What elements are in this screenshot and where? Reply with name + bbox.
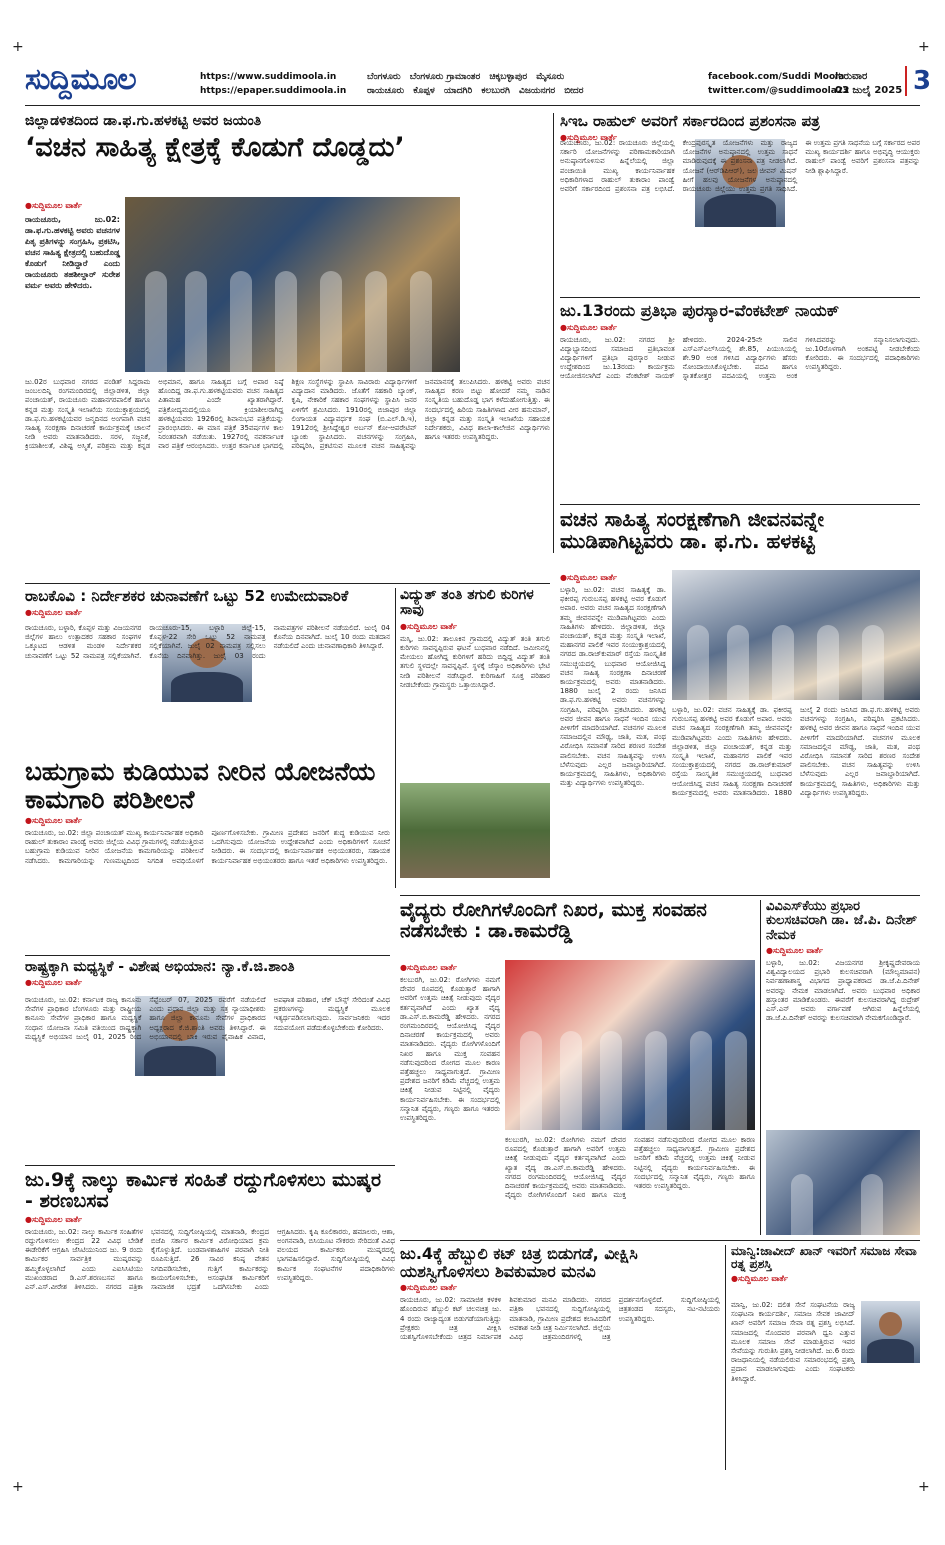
article-byline: ●ಸುದ್ದಿಮೂಲ ವಾರ್ತೆ (25, 607, 83, 617)
district-item: ಬೀದರ (564, 86, 584, 96)
article-july9 (25, 1170, 395, 1470)
article-rahul (560, 113, 920, 296)
article-headline: ಜು.9ಕ್ಕೆ ನಾಲ್ಕು ಕಾರ್ಮಿಕ ಸಂಹಿತೆ ರದ್ದುಗೊಳಿಸಲು ಮುಷ್ಕರ - ಶರಣಬಸವ (25, 1170, 382, 1212)
article-vaidya (400, 900, 755, 1235)
registration-mark: + (12, 39, 24, 55)
article-body: ರಾಯಚೂರು, ಜು.02: ಜಿಲ್ಲಾ ಪಂಚಾಯತ್ ಮುಖ್ಯ ಕಾರ್ಯನಿರ್ವಾಹಕ ಅಧಿಕಾರಿ ರಾಹುಲ್ ತುಕಾರಾಂ ಪಾಂಡ್ವೆ ಅವರು ಜಿಲ್ಲೆಯ ವಿವಿಧ ಗ್ರಾಮಗಳಲ್ಲಿ ನಡೆಯುತ್ತಿರುವ ಬಹುಗ್ರಾಮ ಕುಡಿಯುವ ನೀರಿನ ಯೋಜನೆಯ ಕಾಮಗಾರಿಯನ್ನು ಪರಿಶೀಲನೆ ನಡೆಸಿದರು. ಕಾಮಗಾರಿಯನ್ನು ಗುಣಮಟ್ಟದಿಂದ ನಿಗದಿತ ಅವಧಿಯೊಳಗೆ ಪೂರ್ಣಗೊಳಿಸಬೇಕು. ಗ್ರಾಮೀಣ ಪ್ರದೇಶದ ಜನರಿಗೆ ಶುದ್ಧ ಕುಡಿಯುವ ನೀರು ಒದಗಿಸುವುದು ಯೋಜನೆಯ ಉದ್ದೇಶವಾಗಿದೆ ಎಂದು ಅಧಿಕಾರಿಗಳಿಗೆ ಸೂಚನೆ ನೀಡಿದರು. ಈ ಸಂದರ್ಭದಲ್ಲಿ ಕಾರ್ಯನಿರ್ವಾಹಕ ಅಭಿಯಂತರರು, ಸಹಾಯಕ ಕಾರ್ಯನಿರ್ವಾಹಕ ಅಭಿಯಂತರರು ಹಾಗೂ ಇತರೆ ಅಧಿಕಾರಿಗಳು ಉಪಸ್ಥಿತರಿದ್ದರು. (25, 829, 390, 865)
article-body: ಜು.02ರ ಬುಧವಾರ ನಗರದ ಪಂಡಿತ್ ಸಿದ್ದರಾಮ ಜಂಬಲದಿನ್ನಿ ರಂಗಮಂದಿರದಲ್ಲಿ ಜಿಲ್ಲಾಡಳಿತ, ಜಿಲ್ಲಾ ಪಂಚಾಯತ್, ರಾಯಚೂರು ಮಹಾನಗರಪಾಲಿಕೆ ಹಾಗೂ ಕನ್ನಡ ಮತ್ತು ಸಂಸ್ಕೃತಿ ಇಲಾಖೆಯ ಸಂಯುಕ್ತಾಶ್ರಯದಲ್ಲಿ ಡಾ.ಫ.ಗು.ಹಳಕಟ್ಟಿಯವರ ಜನ್ಮದಿನದ ಅಂಗವಾಗಿ ವಚನ ಸಾಹಿತ್ಯ ಸಂರಕ್ಷಣಾ ದಿನಾಚರಣೆ ಕಾರ್ಯಕ್ರಮಕ್ಕೆ ಚಾಲನೆ ನೀಡಿ ಅವರು ಮಾತನಾಡಿದರು. ಸರಳ, ಸಜ್ಜನಿಕೆ, ಕ್ರಿಯಾಶೀಲತೆ, ವಿಶಿಷ್ಟ ಅಸ್ಮಿತೆ, ಪರಿಶ್ರಮ ಮತ್ತು ಕನ್ನಡ ಅಭಿಮಾನ, ಹಾಗೂ ಸಾಹಿತ್ಯದ ಬಗ್ಗೆ ಅಪಾರ ನಿಷ್ಠೆ ಹೊಂದಿದ್ದ ಡಾ.ಫ.ಗು.ಹಳಕಟ್ಟಿಯವರು ವಚನ ಸಾಹಿತ್ಯದ ಪಿತಾಮಹ ಎಂದೇ ಖ್ಯಾತರಾಗಿದ್ದಾರೆ. ಪತ್ರಿಕೋದ್ಯಮದಲ್ಲಿಯೂ ಕ್ರಿಯಾಶೀಲರಾಗಿದ್ದ ಹಳಕಟ್ಟಿಯವರು 1926ರಲ್ಲಿ ಶಿವಾನುಭವ ಪತ್ರಿಕೆಯನ್ನು ಪ್ರಾರಂಭಿಸಿದರು. ಈ ಮಾಸ ಪತ್ರಿಕೆ 35ವರ್ಷಗಳ ಕಾಲ ನಿರಂತರವಾಗಿ ನಡೆಯಿತು. 1927ರಲ್ಲಿ ನವಕರ್ನಾಟಕ ವಾರ ಪತ್ರಿಕೆ ಆರಂಭಿಸಿದರು. ಉತ್ತರ ಕರ್ನಾಟಕ ಭಾಗದಲ್ಲಿ ಶಿಕ್ಷಣ ಸಂಸ್ಥೆಗಳನ್ನು ಸ್ಥಾಪಿಸಿ ಸಾವಿರಾರು ವಿದ್ಯಾರ್ಥಿಗಳಿಗೆ ವಿದ್ಯಾದಾನ ಮಾಡಿದರು. ಜೊತೆಗೆ ಸಹಕಾರಿ ಬ್ಯಾಂಕ್, ಕೃಷಿ, ನೇಕಾರಿಕೆ ಸಹಕಾರ ಸಂಘಗಳನ್ನು ಸ್ಥಾಪಿಸಿ ಜನರ ಏಳಿಗೆಗೆ ಶ್ರಮಿಸಿದರು. 1910ರಲ್ಲಿ ಬಿಜಾಪುರ ಜಿಲ್ಲಾ ಲಿಂಗಾಯತ ವಿದ್ಯಾವರ್ಧಕ ಸಂಘ (ಬಿ.ಎಲ್.ಡಿ.ಇ), 1912ರಲ್ಲಿ ಶ್ರೀಸಿದ್ದೇಶ್ವರ ಅರ್ಬನ್ ಕೋ-ಆಪರೇಟಿವ್ ಬ್ಯಾಂಕು ಸ್ಥಾಪಿಸಿದರು. ವಚನಗಳನ್ನು ಸಂಗ್ರಹಿಸಿ, ಪರಿಷ್ಕರಿಸಿ, ಪ್ರಕಟಿಸುವ ಮೂಲಕ ವಚನ ಸಾಹಿತ್ಯವನ್ನು ಜನಮಾನಸಕ್ಕೆ ತಲುಪಿಸಿದರು. ಹಳಕಟ್ಟಿ ಅವರು ವಚನ ಸಾಹಿತ್ಯದ ಕರಣ ಬಿಟ್ಟು ಹೋದರೆ ನಮ್ಮ ನಾಡಿನ ಸಂಸ್ಕೃತಿಯ ಬಹುದೊಡ್ಡ ಭಾಗ ಕಳೆದುಹೋಗುತ್ತಿತ್ತು. ಈ ಸಂದರ್ಭದಲ್ಲಿ ಹಿರಿಯ ಸಾಹಿತಿಗಳಾದ ವೀರ ಹನುಮಾನ್, ಜಿಲ್ಲಾ ಕನ್ನಡ ಮತ್ತು ಸಂಸ್ಕೃತಿ ಇಲಾಖೆಯ ಸಹಾಯಕ ನಿರ್ದೇಶಕರು, ವಿವಿಧ ಶಾಲಾ-ಕಾಲೇಜಿನ ವಿದ್ಯಾರ್ಥಿಗಳು ಹಾಗೂ ಇತರರು ಉಪಸ್ಥಿತರಿದ್ದರು. (25, 378, 550, 451)
article-body: ರಾಯಚೂರು, ಜು.02: ನಗರದ ಶ್ರೀ ವಿದ್ಯಾಭ್ಯಾಸದಿಂದ ಸಮಾಜದ ಪ್ರತಿಭಾವಂತ ವಿದ್ಯಾರ್ಥಿಗಳಿಗೆ ಪ್ರತಿಭಾ ಪುರಸ್ಕಾರ ನೀಡುವ ಉದ್ದೇಶದಿಂದ ಜು.13ರಂದು ಕಾರ್ಯಕ್ರಮ ಆಯೋಜಿಸಲಾಗಿದೆ ಎಂದು ವೆಂಕಟೇಶ್ ನಾಯಕ್ ಹೇಳಿದರು. 2024-25ನೇ ಸಾಲಿನ ಎಸ್ಎಸ್ಎಲ್‌ಸಿಯಲ್ಲಿ ಶೇ.85, ಪಿಯುಸಿಯಲ್ಲಿ ಶೇ.90 ಅಂಕ ಗಳಿಸಿದ ವಿದ್ಯಾರ್ಥಿಗಳು ಹೆಸರು ನೋಂದಾಯಿಸಿಕೊಳ್ಳಬೇಕು. ಪದವಿ ಹಾಗೂ ಸ್ನಾತಕೋತ್ತರ ಪದವಿಯಲ್ಲಿ ಉತ್ತಮ ಅಂಕ ಗಳಿಸಿದವರನ್ನು ಸನ್ಮಾನಿಸಲಾಗುವುದು. ಜು.10ರೊಳಗಾಗಿ ಅಂಕಪಟ್ಟಿ ನೀಡಬೇಕೆಂದು ಕೋರಿದರು. ಈ ಸಂದರ್ಭದಲ್ಲಿ ಪದಾಧಿಕಾರಿಗಳು ಉಪಸ್ಥಿತರಿದ್ದರು. (560, 335, 920, 381)
registration-mark: + (12, 1479, 24, 1495)
twitter-link[interactable]: twitter.com/@suddimoola22 (708, 86, 850, 96)
article-headline: ‘ವಚನ ಸಾಹಿತ್ಯ ಕ್ಷೇತ್ರಕ್ಕೆ ಕೊಡುಗೆ ದೊಡ್ಡದು’ (25, 132, 405, 163)
column-rule (553, 113, 554, 553)
article-mani (731, 1245, 920, 1470)
event-photo (125, 197, 460, 372)
section-rule (25, 1165, 395, 1166)
article-headline: ಮಾನ್ವಿ:ಜಾವೀದ್ ಖಾನ್ ಇವರಿಗೆ ಸಮಾಜ ಸೇವಾ ರತ್ನ ಪ್ರಶಸ್ತಿ (731, 1245, 917, 1272)
portrait-photo (861, 1301, 920, 1363)
article-headline: ವೈದ್ಯರು ರೋಗಿಗಳೊಂದಿಗೆ ನಿಖರ, ಮುಕ್ತ ಸಂವಹನ ನಡೆಸಬೇಕು : ಡಾ.ಕಾಮರೆಡ್ಡಿ (400, 900, 707, 942)
section-rule (560, 504, 920, 505)
article-byline: ●ಸುದ್ದಿಮೂಲ ವಾರ್ತೆ (400, 1283, 458, 1293)
district-item: ಕಲಬುರಗಿ (481, 86, 510, 96)
article-rashtra (25, 960, 390, 1160)
epaper-link[interactable]: https://epaper.suddimoola.in (200, 86, 347, 96)
column-rule (725, 1245, 726, 1470)
registration-mark: + (918, 1479, 930, 1495)
website-links (200, 70, 346, 98)
article-body-continued: ಬಳ್ಳಾರಿ, ಜು.02: ವಚನ ಸಾಹಿತ್ಯಕ್ಕೆ ಡಾ. ಫಕೀರಪ್ಪ ಗುರುಬಸಪ್ಪ ಹಳಕಟ್ಟಿ ಅವರ ಕೊಡುಗೆ ಅಪಾರ. ಅವರು ವಚನ ಸಾಹಿತ್ಯದ ಸಂರಕ್ಷಣೆಗಾಗಿ ತಮ್ಮ ಜೀವನವನ್ನೇ ಮುಡಿಪಾಗಿಟ್ಟವರು ಎಂದು ಸಾಹಿತಿಗಳು ಹೇಳಿದರು. ಜಿಲ್ಲಾಡಳಿತ, ಜಿಲ್ಲಾ ಪಂಚಾಯತ್, ಕನ್ನಡ ಮತ್ತು ಸಂಸ್ಕೃತಿ ಇಲಾಖೆ, ಮಹಾನಗರ ಪಾಲಿಕೆ ಇವರ ಸಂಯುಕ್ತಾಶ್ರಯದಲ್ಲಿ ನಗರದ ಡಾ.ರಾಜ್‌ಕುಮಾರ್ ರಸ್ತೆಯ ಸಾಂಸ್ಕೃತಿಕ ಸಮುಚ್ಚಯದಲ್ಲಿ ಬುಧವಾರ ಆಯೋಜಿಸಿದ್ದ ವಚನ ಸಾಹಿತ್ಯ ಸಂರಕ್ಷಣಾ ದಿನಾಚರಣೆ ಕಾರ್ಯಕ್ರಮದಲ್ಲಿ ಅವರು ಮಾತನಾಡಿದರು. 1880 ಜುಲೈ 2 ರಂದು ಜನಿಸಿದ ಡಾ.ಫ.ಗು.ಹಳಕಟ್ಟಿ ಅವರು ವಚನಗಳನ್ನು ಸಂಗ್ರಹಿಸಿ, ಪರಿಷ್ಕರಿಸಿ ಪ್ರಕಟಿಸಿದರು. ಹಳಕಟ್ಟಿ ಅವರ ಜೀವನ ಹಾಗೂ ಸಾಧನೆ ಇಂದಿನ ಯುವ ಪೀಳಿಗೆಗೆ ಮಾದರಿಯಾಗಿದೆ. ವಚನಗಳ ಮೂಲಕ ಸಮಾಜದಲ್ಲಿನ ಮೌಢ್ಯ, ಜಾತಿ, ಮತ, ಪಂಥ ವಿರೋಧಿಸಿ ಸಮಾನತೆ ಸಾರಿದ ಶರಣರ ಸಂದೇಶ ಪಾಲಿಸಬೇಕು. ವಚನ ಸಾಹಿತ್ಯವನ್ನು ಉಳಿಸಿ ಬೆಳೆಸುವುದು ಎಲ್ಲರ ಜವಾಬ್ದಾರಿಯಾಗಿದೆ. ಕಾರ್ಯಕ್ರಮದಲ್ಲಿ ಸಾಹಿತಿಗಳು, ಅಧಿಕಾರಿಗಳು ಮತ್ತು ವಿದ್ಯಾರ್ಥಿಗಳು ಉಪಸ್ಥಿತರಿದ್ದರು. (672, 706, 920, 797)
article-headline: ರಾಬಕೊವಿ : ನಿರ್ದೇಶಕರ ಚುನಾವಣೆಗೆ ಒಟ್ಟು 52 ಉಮೇದುವಾರಿಕೆ (25, 588, 349, 605)
date-label: 03 ಜುಲೈ 2025 (835, 85, 903, 96)
page-number: 3 (905, 66, 931, 96)
article-byline: ●ಸುದ್ದಿಮೂಲ ವಾರ್ತೆ (560, 322, 618, 332)
district-item: ಚಿಕ್ಕಬಳ್ಳಾಪುರ (489, 72, 528, 82)
article-kicker: ಜಿಲ್ಲಾಡಳಿತದಿಂದ ಡಾ.ಫ.ಗು.ಹಳಕಟ್ಟಿ ಅವರ ಜಯಂತಿ (25, 113, 262, 129)
section-rule (400, 895, 920, 896)
article-byline: ●ಸುದ್ದಿಮೂಲ ವಾರ್ತೆ (25, 816, 83, 825)
logo: ಸುದ್ದಿಮೂಲ (25, 62, 136, 97)
article-bahugrama (25, 758, 390, 953)
website-link[interactable]: https://www.suddimoola.in (200, 72, 337, 82)
article-byline: ●ಸುದ್ದಿಮೂಲ ವಾರ್ತೆ (400, 621, 458, 631)
article-headline: ವಿದ್ಯುತ್ ತಂತಿ ತಗುಲಿ ಕುರಿಗಳ ಸಾವು (400, 588, 534, 619)
article-byline: ●ಸುದ್ದಿಮೂಲ ವಾರ್ತೆ (560, 573, 618, 582)
article-byline: ●ಸುದ್ದಿಮೂಲ ವಾರ್ತೆ (560, 132, 618, 142)
incident-photo (400, 783, 550, 878)
article-lead: ರಾಯಚೂರು, ಜು.02: ಡಾ.ಫ.ಗು.ಹಳಕಟ್ಟಿ ಅವರು ವಚನಗಳ ಪಿತೃ ಪ್ರತಿಗಳನ್ನು ಸಂಗ್ರಹಿಸಿ, ಪ್ರಕಟಿಸಿ, ವಚನ ಸಾಹಿತ್ಯ ಕ್ಷೇತ್ರದಲ್ಲಿ ಬಹುದೊಡ್ಡ ಕೊಡುಗೆ ನೀಡಿದ್ದಾರೆ ಎಂದು ರಾಯಚೂರು ತಹಶೀಲ್ದಾರ್ ಸುರೇಶ ವರ್ಮ ಅವರು ಹೇಳಿದರು. (25, 215, 120, 290)
district-row-1 (367, 70, 702, 84)
district-item: ಯಾದಗಿರಿ (443, 86, 473, 96)
article-vivi (766, 900, 920, 1235)
article-hebbuli (400, 1245, 720, 1470)
article-pratibha (560, 302, 920, 502)
masthead (25, 62, 932, 106)
article-headline: ಸಿಇಒ ರಾಹುಲ್ ಅವರಿಗೆ ಸರ್ಕಾರದಿಂದ ಪ್ರಶಂಸನಾ ಪತ್ರ (560, 113, 820, 130)
district-item: ಬೆಂಗಳೂರು ಗ್ರಾಮಾಂತರ (409, 72, 481, 82)
article-vachana (560, 508, 920, 838)
article-headline: ಜು.4ಕ್ಕೆ ಹೆಬ್ಬುಲಿ ಕಟ್ ಚಿತ್ರ ಬಿಡುಗಡೆ, ವೀಕ್ಷಿಸಿ ಯಶಸ್ವಿಗೊಳಿಸಲು ಶಿವಕುಮಾರ ಮನವಿ (400, 1245, 638, 1281)
article-body: ರಾಯಚೂರು, ಜು.02: ನಾಲ್ಕು ಕಾರ್ಮಿಕ ಸಂಹಿತೆಗಳ ರದ್ದುಗೊಳಿಸಲು ಕೇಂದ್ರದ 22 ವಿವಿಧ ಬೇಡಿಕೆ ಈಡೇರಿಕೆಗೆ ಆಗ್ರಹಿಸಿ ಜೆಸಿಟಿಯುನಿಂದ ಜು. 9 ರಂದು ಕಾರ್ಮಿಕರ ಸಾರ್ವತ್ರಿಕ ಮುಷ್ಕರವನ್ನು ಹಮ್ಮಿಕೊಳ್ಳಲಾಗಿದೆ ಎಂದು ಎಐಸಿಸಿಟಿಯು ಮುಖಂಡರಾದ ಡಿ.ಎಸ್.ಶರಣಬಸವ ಹಾಗೂ ಎನ್.ಎಸ್.ವೀರೇಶ ತಿಳಿಸಿದರು. ನಗರದ ಪತ್ರಿಕಾ ಭವನದಲ್ಲಿ ಸುದ್ದಿಗೋಷ್ಠಿಯಲ್ಲಿ ಮಾತನಾಡಿ, ಕೇಂದ್ರದ ಬಿಜೆಪಿ ಸರ್ಕಾರ ಕಾರ್ಮಿಕ ವಿರೋಧಿಯಾದ ಕ್ರಮ ಕೈಗೊಳ್ಳುತ್ತಿದೆ. ಬಂಡವಾಳಶಾಹಿಗಳ ಪರವಾಗಿ ನೀತಿ ರೂಪಿಸುತ್ತಿದೆ. 26 ಸಾವಿರ ಕನಿಷ್ಠ ವೇತನ ನಿಗದಿಪಡಿಸಬೇಕು, ಗುತ್ತಿಗೆ ಕಾರ್ಮಿಕರನ್ನು ಕಾಯಂಗೊಳಿಸಬೇಕು, ಅಸಂಘಟಿತ ಕಾರ್ಮಿಕರಿಗೆ ಸಾಮಾಜಿಕ ಭದ್ರತೆ ಒದಗಿಸಬೇಕು ಎಂದು ಆಗ್ರಹಿಸಿದರು. ಕೃಷಿ ಕೂಲಿಕಾರರು, ಹಮಾಲರು, ಆಶಾ, ಅಂಗನವಾಡಿ, ಬಿಸಿಯೂಟ ನೌಕರರು ಸೇರಿದಂತೆ ವಿವಿಧ ವಲಯದ ಕಾರ್ಮಿಕರು ಮುಷ್ಕರದಲ್ಲಿ ಭಾಗವಹಿಸಲಿದ್ದಾರೆ. ಸುದ್ದಿಗೋಷ್ಠಿಯಲ್ಲಿ ವಿವಿಧ ಕಾರ್ಮಿಕ ಸಂಘಟನೆಗಳ ಪದಾಧಿಕಾರಿಗಳು ಉಪಸ್ಥಿತರಿದ್ದರು. (25, 1227, 395, 1291)
article-body: ಬಳ್ಳಾರಿ, ಜು.02: ವಿಜಯನಗರ ಶ್ರೀಕೃಷ್ಣದೇವರಾಯ ವಿಶ್ವವಿದ್ಯಾಲಯದ ಪ್ರಭಾರಿ ಕುಲಸಚಿವರಾಗಿ (ಮೌಲ್ಯಮಾಪನ) ನಿರ್ವಹಣಾಶಾಸ್ತ್ರ ವಿಭಾಗದ ಪ್ರಾಧ್ಯಾಪಕರಾದ ಡಾ.ಜೆ.ಪಿ.ದಿನೇಶ್ ಅವರನ್ನು ನೇಮಕ ಮಾಡಲಾಗಿದೆ. ಅವರು ಬುಧವಾರ ಅಧಿಕಾರ ಹಸ್ತಾಂತರ ಮಾಡಿಕೊಂಡರು. ಈವರೆಗೆ ಕುಲಸಚಿವರಾಗಿದ್ದ ರುದ್ರೇಶ್ ಎಸ್.ಎನ್ ಅವರು ವರ್ಗಾವಣೆ ಆಗಿರುವ ಹಿನ್ನೆಲೆಯಲ್ಲಿ ಡಾ.ಜೆ.ಪಿ.ದಿನೇಶ್ ಅವರನ್ನು ಕುಲಸಚಿವರಾಗಿ ನೇಮಕಗೊಂಡಿದ್ದಾರೆ. (766, 958, 920, 1023)
article-body: ರಾಯಚೂರು, ಜು.02: ರಾಯಚೂರು ಜಿಲ್ಲೆಯಲ್ಲಿ ಸರ್ಕಾರಿ ಯೋಜನೆಗಳನ್ನು ಪರಿಣಾಮಕಾರಿಯಾಗಿ ಅನುಷ್ಠಾನಗೊಳಿಸುವ ಹಿನ್ನೆಲೆಯಲ್ಲಿ ಜಿಲ್ಲಾ ಪಂಚಾಯಿತಿ ಮುಖ್ಯ ಕಾರ್ಯನಿರ್ವಾಹಕ ಅಧಿಕಾರಿಗಳಾದ ರಾಹುಲ್ ತುಕಾರಾಂ ಪಾಂಡ್ವೆ ಅವರಿಗೆ ಸರ್ಕಾರದಿಂದ ಪ್ರಶಂಸನಾ ಪತ್ರ ಲಭಿಸಿದೆ. ಕೇಂದ್ರಪುರಸ್ಕೃತ ಯೋಜನೆಗಳು ಮತ್ತು ರಾಜ್ಯದ ಯೋಜನೆಗಳ ಅನುಷ್ಠಾನದಲ್ಲಿ ಉತ್ತಮ ಸಾಧನೆ ಮಾಡಿರುವುದಕ್ಕೆ ಈ ಪ್ರಶಂಸನಾ ಪತ್ರ ನೀಡಲಾಗಿದೆ. ಯೋಜನೆ (ಆರ್‌ಡಿಪಿಆರ್), ಜಲ ಜೀವನ್ ಮಿಷನ್ ಹೀಗೆ ಹಲವು ಯೋಜನೆಗಳ ಅನುಷ್ಠಾನದಲ್ಲಿ ರಾಯಚೂರು ಜಿಲ್ಲೆಯು ಉತ್ತಮ ಪ್ರಗತಿ ಸಾಧಿಸಿದೆ. ಈ ಉತ್ತಮ ಪ್ರಗತಿ ಸಾಧನೆಯ ಬಗ್ಗೆ ಸರ್ಕಾರದ ಅಪರ ಮುಖ್ಯ ಕಾರ್ಯದರ್ಶಿ ಹಾಗೂ ಅಭಿವೃದ್ಧಿ ಆಯುಕ್ತರು ರಾಹುಲ್ ಪಾಂಡ್ವೆ ಅವರಿಗೆ ಪ್ರಶಂಸನಾ ಪತ್ರವನ್ನು ನೀಡಿ ಶ್ಲಾಘಿಸಿದ್ದಾರೆ. (560, 139, 920, 194)
section-rule (560, 297, 920, 298)
article-byline: ●ಸುದ್ದಿಮೂಲ ವಾರ್ತೆ (25, 1214, 83, 1224)
district-item: ವಿಜಯನಗರ (519, 86, 556, 96)
section-rule (25, 583, 550, 584)
district-row-2 (367, 84, 702, 98)
column-rule (760, 900, 761, 1235)
district-list (367, 70, 702, 98)
article-rakovi (25, 588, 390, 753)
article-headline: ಜು.13ರಂದು ಪ್ರತಿಭಾ ಪುರಸ್ಕಾರ-ವೆಂಕಟೇಶ್ ನಾಯಕ್ (560, 302, 840, 320)
district-item: ಕೊಪ್ಪಳ (413, 86, 435, 96)
event-photo (505, 960, 755, 1130)
article-byline: ●ಸುದ್ದಿಮೂಲ ವಾರ್ತೆ (400, 963, 458, 972)
district-item: ಮೈಸೂರು (536, 72, 565, 82)
column-rule (395, 588, 396, 888)
article-halakatti (25, 113, 550, 583)
event-photo (766, 1130, 920, 1235)
article-headline: ವಚನ ಸಾಹಿತ್ಯ ಸಂರಕ್ಷಣೆಗಾಗಿ ಜೀವನವನ್ನೇ ಮುಡಿಪಾಗಿಟ್ಟವರು ಡಾ. ಫ.ಗು. ಹಳಕಟ್ಟಿ (560, 508, 824, 553)
article-headline: ಬಹುಗ್ರಾಮ ಕುಡಿಯುವ ನೀರಿನ ಯೋಜನೆಯ ಕಾಮಗಾರಿ ಪರಿಶೀಲನೆ (25, 758, 376, 814)
article-headline: ವಿವಿಎಸ್‌ಕೆಯು ಪ್ರಭಾರ ಕುಲಸಚಿವರಾಗಿ ಡಾ. ಜೆ.ಪಿ. ದಿನೇಶ್ ನೇಮಕ (766, 900, 918, 943)
article-headline: ರಾಷ್ಟ್ರಕ್ಕಾಗಿ ಮಧ್ಯಸ್ಥಿಕೆ - ವಿಶೇಷ ಅಭಿಯಾನ: ನ್ಯಾ.ಕೆ.ಜಿ.ಶಾಂತಿ (25, 960, 295, 975)
district-item: ರಾಯಚೂರು (367, 86, 405, 96)
dateline (835, 70, 902, 98)
article-body: ಕಲಬುರಗಿ, ಜು.02: ರೋಗಿಗಳು ನಮಗೆ ದೇವರ ರೂಪದಲ್ಲಿ ಕೊಡುತ್ತಾರೆ ಹಾಗಾಗಿ ಅವರಿಗೆ ಉತ್ತಮ ಚಿಕಿತ್ಸೆ ನೀಡುವುದು ವೈದ್ಯರ ಕರ್ತವ್ಯವಾಗಿದೆ ಎಂದು ಖ್ಯಾತ ವೈದ್ಯ ಡಾ.ಎಸ್.ಬಿ.ಕಾಮರೆಡ್ಡಿ ಹೇಳಿದರು. ನಗರದ ರಂಗಮಂದಿರದಲ್ಲಿ ಆಯೋಜಿಸಿದ್ದ ವೈದ್ಯರ ದಿನಾಚರಣೆ ಕಾರ್ಯಕ್ರಮದಲ್ಲಿ ಅವರು ಮಾತನಾಡಿದರು. ವೈದ್ಯರು ರೋಗಿಗಳೊಂದಿಗೆ ನಿಖರ ಹಾಗೂ ಮುಕ್ತ ಸಂವಹನ ನಡೆಸುವುದರಿಂದ ರೋಗದ ಮೂಲ ಕಾರಣ ಪತ್ತೆಹಚ್ಚಲು ಸಾಧ್ಯವಾಗುತ್ತದೆ. ಗ್ರಾಮೀಣ ಪ್ರದೇಶದ ಜನರಿಗೆ ಕಡಿಮೆ ವೆಚ್ಚದಲ್ಲಿ ಉತ್ತಮ ಚಿಕಿತ್ಸೆ ನೀಡುವ ನಿಟ್ಟಿನಲ್ಲಿ ವೈದ್ಯರು ಕಾರ್ಯನಿರ್ವಹಿಸಬೇಕು. ಈ ಸಂದರ್ಭದಲ್ಲಿ ಸನ್ಮಾನಿತ ವೈದ್ಯರು, ಗಣ್ಯರು ಹಾಗೂ ಇತರರು ಉಪಸ್ಥಿತರಿದ್ದರು. (400, 976, 500, 1123)
section-rule (400, 1240, 920, 1241)
facebook-link[interactable]: facebook.com/Suddi Moola (708, 72, 845, 82)
article-body-continued: ಕಲಬುರಗಿ, ಜು.02: ರೋಗಿಗಳು ನಮಗೆ ದೇವರ ರೂಪದಲ್ಲಿ ಕೊಡುತ್ತಾರೆ ಹಾಗಾಗಿ ಅವರಿಗೆ ಉತ್ತಮ ಚಿಕಿತ್ಸೆ ನೀಡುವುದು ವೈದ್ಯರ ಕರ್ತವ್ಯವಾಗಿದೆ ಎಂದು ಖ್ಯಾತ ವೈದ್ಯ ಡಾ.ಎಸ್.ಬಿ.ಕಾಮರೆಡ್ಡಿ ಹೇಳಿದರು. ನಗರದ ರಂಗಮಂದಿರದಲ್ಲಿ ಆಯೋಜಿಸಿದ್ದ ವೈದ್ಯರ ದಿನಾಚರಣೆ ಕಾರ್ಯಕ್ರಮದಲ್ಲಿ ಅವರು ಮಾತನಾಡಿದರು. ವೈದ್ಯರು ರೋಗಿಗಳೊಂದಿಗೆ ನಿಖರ ಹಾಗೂ ಮುಕ್ತ ಸಂವಹನ ನಡೆಸುವುದರಿಂದ ರೋಗದ ಮೂಲ ಕಾರಣ ಪತ್ತೆಹಚ್ಚಲು ಸಾಧ್ಯವಾಗುತ್ತದೆ. ಗ್ರಾಮೀಣ ಪ್ರದೇಶದ ಜನರಿಗೆ ಕಡಿಮೆ ವೆಚ್ಚದಲ್ಲಿ ಉತ್ತಮ ಚಿಕಿತ್ಸೆ ನೀಡುವ ನಿಟ್ಟಿನಲ್ಲಿ ವೈದ್ಯರು ಕಾರ್ಯನಿರ್ವಹಿಸಬೇಕು. ಈ ಸಂದರ್ಭದಲ್ಲಿ ಸನ್ಮಾನಿತ ವೈದ್ಯರು, ಗಣ್ಯರು ಹಾಗೂ ಇತರರು ಉಪಸ್ಥಿತರಿದ್ದರು. (505, 1136, 755, 1200)
district-item: ಬೆಂಗಳೂರು (367, 72, 401, 82)
section-rule (25, 955, 390, 956)
article-body: ಮಸ್ಕಿ, ಜು.02: ತಾಲೂಕಿನ ಗ್ರಾಮದಲ್ಲಿ ವಿದ್ಯುತ್ ತಂತಿ ತಗುಲಿ ಕುರಿಗಳು ಸಾವನ್ನಪ್ಪಿರುವ ಘಟನೆ ಬುಧವಾರ ನಡೆದಿದೆ. ಜಮೀನಿನಲ್ಲಿ ಮೇಯಲು ಹೋಗಿದ್ದ ಕುರಿಗಳಿಗೆ ಹರಿದು ಬಿದ್ದಿದ್ದ ವಿದ್ಯುತ್ ತಂತಿ ತಗುಲಿ ಸ್ಥಳದಲ್ಲೇ ಸಾವನ್ನಪ್ಪಿವೆ. ಸ್ಥಳಕ್ಕೆ ಜೆಸ್ಕಾಂ ಅಧಿಕಾರಿಗಳು ಭೇಟಿ ನೀಡಿ ಪರಿಶೀಲನೆ ನಡೆಸಿದ್ದಾರೆ. ಕುರಿಗಾಹಿಗೆ ಸೂಕ್ತ ಪರಿಹಾರ ನೀಡಬೇಕೆಂದು ಗ್ರಾಮಸ್ಥರು ಒತ್ತಾಯಿಸಿದ್ದಾರೆ. (400, 634, 550, 689)
article-body: ರಾಯಚೂರು, ಜು.02: ಸಾಮಾಜಿಕ ಕಳಕಳಿ ಹೊಂದಿರುವ ಹೆಬ್ಬುಲಿ ಕಟ್ ಚಲನಚಿತ್ರ ಜು. 4 ರಂದು ರಾಜ್ಯಾದ್ಯಂತ ಬಿಡುಗಡೆಯಾಗುತ್ತಿದ್ದು ಪ್ರೇಕ್ಷಕರು ಚಿತ್ರ ವೀಕ್ಷಿಸಿ ಯಶಸ್ವಿಗೊಳಿಸಬೇಕೆಂದು ಚಿತ್ರದ ನಿರ್ಮಾಪಕ ಶಿವಕುಮಾರ ಮನವಿ ಮಾಡಿದರು. ನಗರದ ಪತ್ರಿಕಾ ಭವನದಲ್ಲಿ ಸುದ್ದಿಗೋಷ್ಠಿಯಲ್ಲಿ ಮಾತನಾಡಿ, ಗ್ರಾಮೀಣ ಪ್ರದೇಶದ ಕಲಾವಿದರಿಗೆ ಅವಕಾಶ ನೀಡಿ ಚಿತ್ರ ನಿರ್ಮಿಸಲಾಗಿದೆ. ಜಿಲ್ಲೆಯ ವಿವಿಧ ಚಿತ್ರಮಂದಿರಗಳಲ್ಲಿ ಚಿತ್ರ ಪ್ರದರ್ಶನಗೊಳ್ಳಲಿದೆ. ಸುದ್ದಿಗೋಷ್ಠಿಯಲ್ಲಿ ಚಿತ್ರತಂಡದ ಸದಸ್ಯರು, ನಟ-ನಟಿಯರು ಉಪಸ್ಥಿತರಿದ್ದರು. (400, 1296, 720, 1341)
article-vidyut (400, 588, 550, 878)
article-byline: ●ಸುದ್ದಿಮೂಲ ವಾರ್ತೆ (25, 978, 83, 988)
social-links (708, 70, 849, 98)
article-byline: ●ಸುದ್ದಿಮೂಲ ವಾರ್ತೆ (731, 1274, 789, 1284)
article-body: ಬಳ್ಳಾರಿ, ಜು.02: ವಚನ ಸಾಹಿತ್ಯಕ್ಕೆ ಡಾ. ಫಕೀರಪ್ಪ ಗುರುಬಸಪ್ಪ ಹಳಕಟ್ಟಿ ಅವರ ಕೊಡುಗೆ ಅಪಾರ. ಅವರು ವಚನ ಸಾಹಿತ್ಯದ ಸಂರಕ್ಷಣೆಗಾಗಿ ತಮ್ಮ ಜೀವನವನ್ನೇ ಮುಡಿಪಾಗಿಟ್ಟವರು ಎಂದು ಸಾಹಿತಿಗಳು ಹೇಳಿದರು. ಜಿಲ್ಲಾಡಳಿತ, ಜಿಲ್ಲಾ ಪಂಚಾಯತ್, ಕನ್ನಡ ಮತ್ತು ಸಂಸ್ಕೃತಿ ಇಲಾಖೆ, ಮಹಾನಗರ ಪಾಲಿಕೆ ಇವರ ಸಂಯುಕ್ತಾಶ್ರಯದಲ್ಲಿ ನಗರದ ಡಾ.ರಾಜ್‌ಕುಮಾರ್ ರಸ್ತೆಯ ಸಾಂಸ್ಕೃತಿಕ ಸಮುಚ್ಚಯದಲ್ಲಿ ಬುಧವಾರ ಆಯೋಜಿಸಿದ್ದ ವಚನ ಸಾಹಿತ್ಯ ಸಂರಕ್ಷಣಾ ದಿನಾಚರಣೆ ಕಾರ್ಯಕ್ರಮದಲ್ಲಿ ಅವರು ಮಾತನಾಡಿದರು. 1880 ಜುಲೈ 2 ರಂದು ಜನಿಸಿದ ಡಾ.ಫ.ಗು.ಹಳಕಟ್ಟಿ ಅವರು ವಚನಗಳನ್ನು ಸಂಗ್ರಹಿಸಿ, ಪರಿಷ್ಕರಿಸಿ ಪ್ರಕಟಿಸಿದರು. ಹಳಕಟ್ಟಿ ಅವರ ಜೀವನ ಹಾಗೂ ಸಾಧನೆ ಇಂದಿನ ಯುವ ಪೀಳಿಗೆಗೆ ಮಾದರಿಯಾಗಿದೆ. ವಚನಗಳ ಮೂಲಕ ಸಮಾಜದಲ್ಲಿನ ಮೌಢ್ಯ, ಜಾತಿ, ಮತ, ಪಂಥ ವಿರೋಧಿಸಿ ಸಮಾನತೆ ಸಾರಿದ ಶರಣರ ಸಂದೇಶ ಪಾಲಿಸಬೇಕು. ವಚನ ಸಾಹಿತ್ಯವನ್ನು ಉಳಿಸಿ ಬೆಳೆಸುವುದು ಎಲ್ಲರ ಜವಾಬ್ದಾರಿಯಾಗಿದೆ. ಕಾರ್ಯಕ್ರಮದಲ್ಲಿ ಸಾಹಿತಿಗಳು, ಅಧಿಕಾರಿಗಳು ಮತ್ತು ವಿದ್ಯಾರ್ಥಿಗಳು ಉಪಸ್ಥಿತರಿದ್ದರು. (560, 586, 666, 788)
article-body: ರಾಯಚೂರು, ಜು.02: ಕರ್ನಾಟಕ ರಾಜ್ಯ ಕಾನೂನು ಸೇವೆಗಳ ಪ್ರಾಧಿಕಾರ ಬೆಂಗಳೂರು ಮತ್ತು ರಾಷ್ಟ್ರೀಯ ಕಾನೂನು ಸೇವೆಗಳ ಪ್ರಾಧಿಕಾರ ಹಾಗೂ ಮಧ್ಯಸ್ಥಿಕೆ ಸಂಧಾನ ಯೋಜನಾ ಸಮಿತಿ ವತಿಯಿಂದ ರಾಷ್ಟ್ರಕ್ಕಾಗಿ ಮಧ್ಯಸ್ಥಿಕೆ ಅಭಿಯಾನ ಜುಲೈ 01, 2025 ರಿಂದ ಸೆಪ್ಟೆಂಬರ್ 07, 2025 ರವರೆಗೆ ನಡೆಯಲಿದೆ ಎಂದು ಪ್ರಧಾನ ಜಿಲ್ಲಾ ಮತ್ತು ಸತ್ರ ನ್ಯಾಯಾಧೀಶರು ಹಾಗೂ ಜಿಲ್ಲಾ ಕಾನೂನು ಸೇವೆಗಳ ಪ್ರಾಧಿಕಾರದ ಅಧ್ಯಕ್ಷರಾದ ಕೆ.ಜಿ.ಶಾಂತಿ ಅವರು ತಿಳಿಸಿದ್ದಾರೆ. ಈ ಅಭಿಯಾನದಲ್ಲಿ ಬಾಕಿ ಇರುವ ವೈವಾಹಿಕ ವಿವಾದ, ಅಪಘಾತ ಪರಿಹಾರ, ಚೆಕ್ ಬೌನ್ಸ್ ಸೇರಿದಂತೆ ವಿವಿಧ ಪ್ರಕರಣಗಳನ್ನು ಮಧ್ಯಸ್ಥಿಕೆ ಮೂಲಕ ಇತ್ಯರ್ಥಪಡಿಸಲಾಗುವುದು. ಸಾರ್ವಜನಿಕರು ಇದರ ಸದುಪಯೋಗ ಪಡೆದುಕೊಳ್ಳಬೇಕೆಂದು ಕೋರಿದರು. (25, 996, 390, 1041)
article-byline: ●ಸುದ್ದಿಮೂಲ ವಾರ್ತೆ (25, 201, 83, 210)
article-body: ಮಾನ್ವಿ, ಜು.02: ದಲಿತ ಸೇನೆ ಸಂಘಟನೆಯ ರಾಜ್ಯ ಸಂಘಟನಾ ಕಾರ್ಯದರ್ಶಿ, ಸಮಾಜ ಸೇವಕ ಜಾವೀದ್ ಖಾನ್ ಅವರಿಗೆ ಸಮಾಜ ಸೇವಾ ರತ್ನ ಪ್ರಶಸ್ತಿ ಲಭಿಸಿದೆ. ಸಮಾಜದಲ್ಲಿ ನೊಂದವರ ಪರವಾಗಿ ಧ್ವನಿ ಎತ್ತುವ ಮೂಲಕ ಸಮಾಜ ಸೇವೆ ಮಾಡುತ್ತಿರುವ ಇವರ ಸೇವೆಯನ್ನು ಗುರುತಿಸಿ ಪ್ರಶಸ್ತಿ ನೀಡಲಾಗಿದೆ. ಜು.6 ರಂದು ರಾಜಧಾನಿಯಲ್ಲಿ ನಡೆಯಲಿರುವ ಸಮಾರಂಭದಲ್ಲಿ ಪ್ರಶಸ್ತಿ ಪ್ರದಾನ ಮಾಡಲಾಗುವುದು ಎಂದು ಸಂಘಟಕರು ತಿಳಿಸಿದ್ದಾರೆ. (731, 1301, 855, 1383)
article-byline: ●ಸುದ್ದಿಮೂಲ ವಾರ್ತೆ (766, 945, 824, 955)
article-body: ರಾಯಚೂರು, ಬಳ್ಳಾರಿ, ಕೊಪ್ಪಳ ಮತ್ತು ವಿಜಯನಗರ ಜಿಲ್ಲೆಗಳ ಹಾಲು ಉತ್ಪಾದಕರ ಸಹಕಾರ ಸಂಘಗಳ ಒಕ್ಕೂಟದ ಆಡಳಿತ ಮಂಡಳಿ ನಿರ್ದೇಶಕರ ಚುನಾವಣೆಗೆ ಒಟ್ಟು 52 ನಾಮಪತ್ರ ಸಲ್ಲಿಕೆಯಾಗಿವೆ. ರಾಯಚೂರು-15, ಬಳ್ಳಾರಿ ಜಿಲ್ಲೆ-15, ಕೊಪ್ಪಳ-22 ಸೇರಿ ಒಟ್ಟು 52 ನಾಮಪತ್ರ ಸಲ್ಲಿಕೆಯಾಗಿವೆ. ಜುಲೈ 02 ನಾಮಪತ್ರ ಸಲ್ಲಿಸಲು ಕೊನೆಯ ದಿನವಾಗಿತ್ತು. ಜುಲೈ 03 ರಂದು ನಾಮಪತ್ರಗಳ ಪರಿಶೀಲನೆ ನಡೆಯಲಿದೆ. ಜುಲೈ 04 ಕೊನೆಯ ದಿನವಾಗಿದೆ. ಜುಲೈ 10 ರಂದು ಮತದಾನ ನಡೆಯಲಿದೆ ಎಂದು ಚುನಾವಣಾಧಿಕಾರಿ ತಿಳಿಸಿದ್ದಾರೆ. (25, 624, 390, 660)
day-label: ಗುರುವಾರ (835, 71, 868, 82)
event-photo (672, 570, 920, 700)
registration-mark: + (918, 39, 930, 55)
